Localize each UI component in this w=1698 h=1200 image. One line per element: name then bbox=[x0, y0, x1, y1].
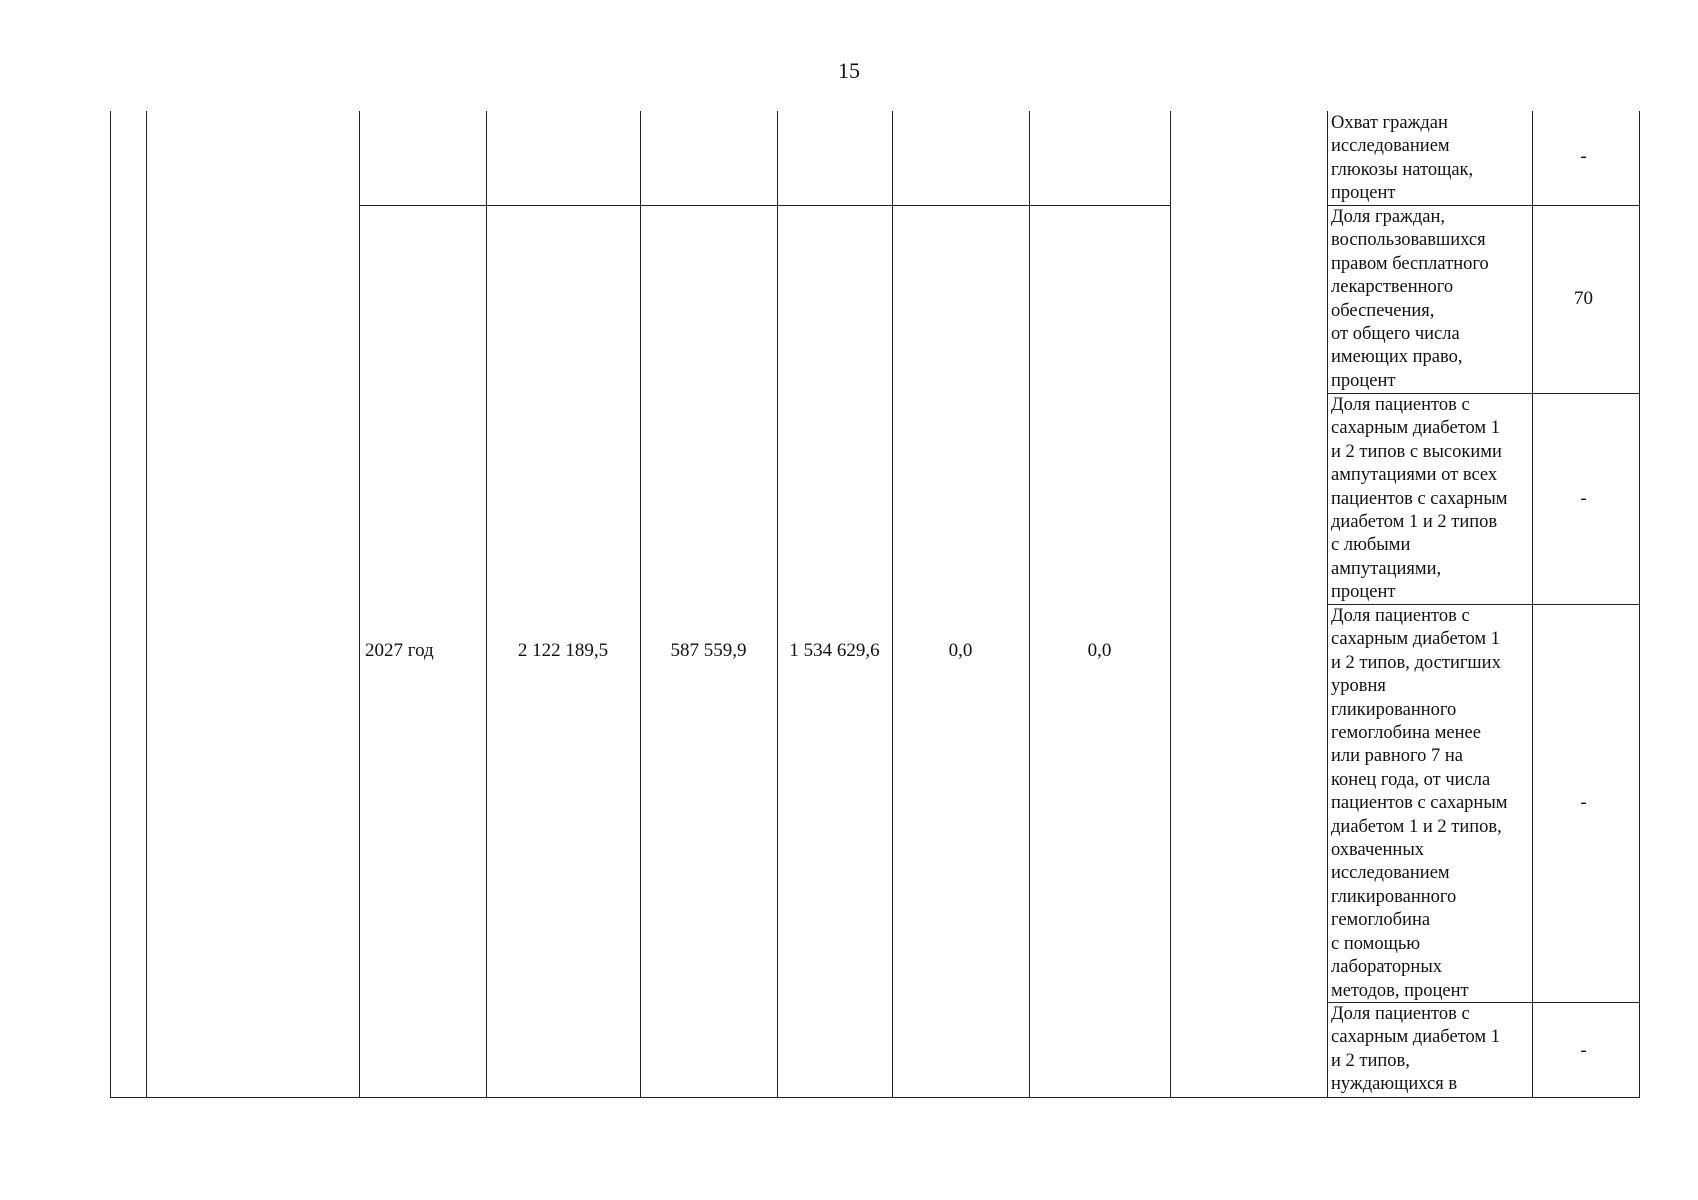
indicator-value: - bbox=[1580, 146, 1587, 167]
col-border bbox=[1170, 111, 1171, 1098]
col-border bbox=[640, 111, 641, 1098]
row-border bbox=[359, 205, 1170, 206]
indicator-value: - bbox=[1580, 488, 1587, 509]
indicator-text: Доля пациентов с сахарным диабетом 1 и 2 типов, нуждающихся в bbox=[1331, 1004, 1501, 1095]
regional-cell: 1 534 629,6 bbox=[789, 640, 880, 661]
col-border bbox=[146, 111, 147, 1098]
col-border bbox=[777, 111, 778, 1098]
indicator-text: Доля пациентов с сахарным диабетом 1 и 2 типов, достигших уровня гликированного гемоглобина менее или равного 7 на конец года, от числа пациентов с сахарным диабетом 1 и 2 типов, охваченных исследованием гликированного гемоглобина с помощью лабораторных методов, процент bbox=[1331, 606, 1508, 1001]
indicator-text: Охват граждан исследованием глюкозы натощак, процент bbox=[1331, 113, 1474, 204]
col-border bbox=[110, 111, 111, 1098]
col-border bbox=[359, 111, 360, 1098]
federal-cell: 587 559,9 bbox=[670, 640, 747, 661]
page-number: 15 bbox=[838, 58, 860, 83]
local-cell: 0,0 bbox=[948, 640, 973, 661]
col-border bbox=[1639, 111, 1640, 1098]
col-border bbox=[892, 111, 893, 1098]
indicator-value: - bbox=[1580, 792, 1587, 813]
year-cell: 2027 год bbox=[365, 640, 434, 661]
other-cell: 0,0 bbox=[1087, 640, 1112, 661]
indicator-value: - bbox=[1580, 1040, 1587, 1061]
indicator-text: Доля пациентов с сахарным диабетом 1 и 2 типов с высокими ампутациями от всех пациентов с сахарным диабетом 1 и 2 типов с любыми ампутациями, процент bbox=[1331, 395, 1508, 603]
total-cell: 2 122 189,5 bbox=[517, 640, 609, 661]
indicator-value: 70 bbox=[1574, 288, 1593, 309]
indicator-text: Доля граждан, воспользовавшихся правом бесплатного лекарственного обеспечения, от общего числа имеющих право, процент bbox=[1331, 207, 1489, 391]
table-bottom-border bbox=[110, 1097, 1639, 1098]
col-border bbox=[1029, 111, 1030, 1098]
col-border bbox=[486, 111, 487, 1098]
